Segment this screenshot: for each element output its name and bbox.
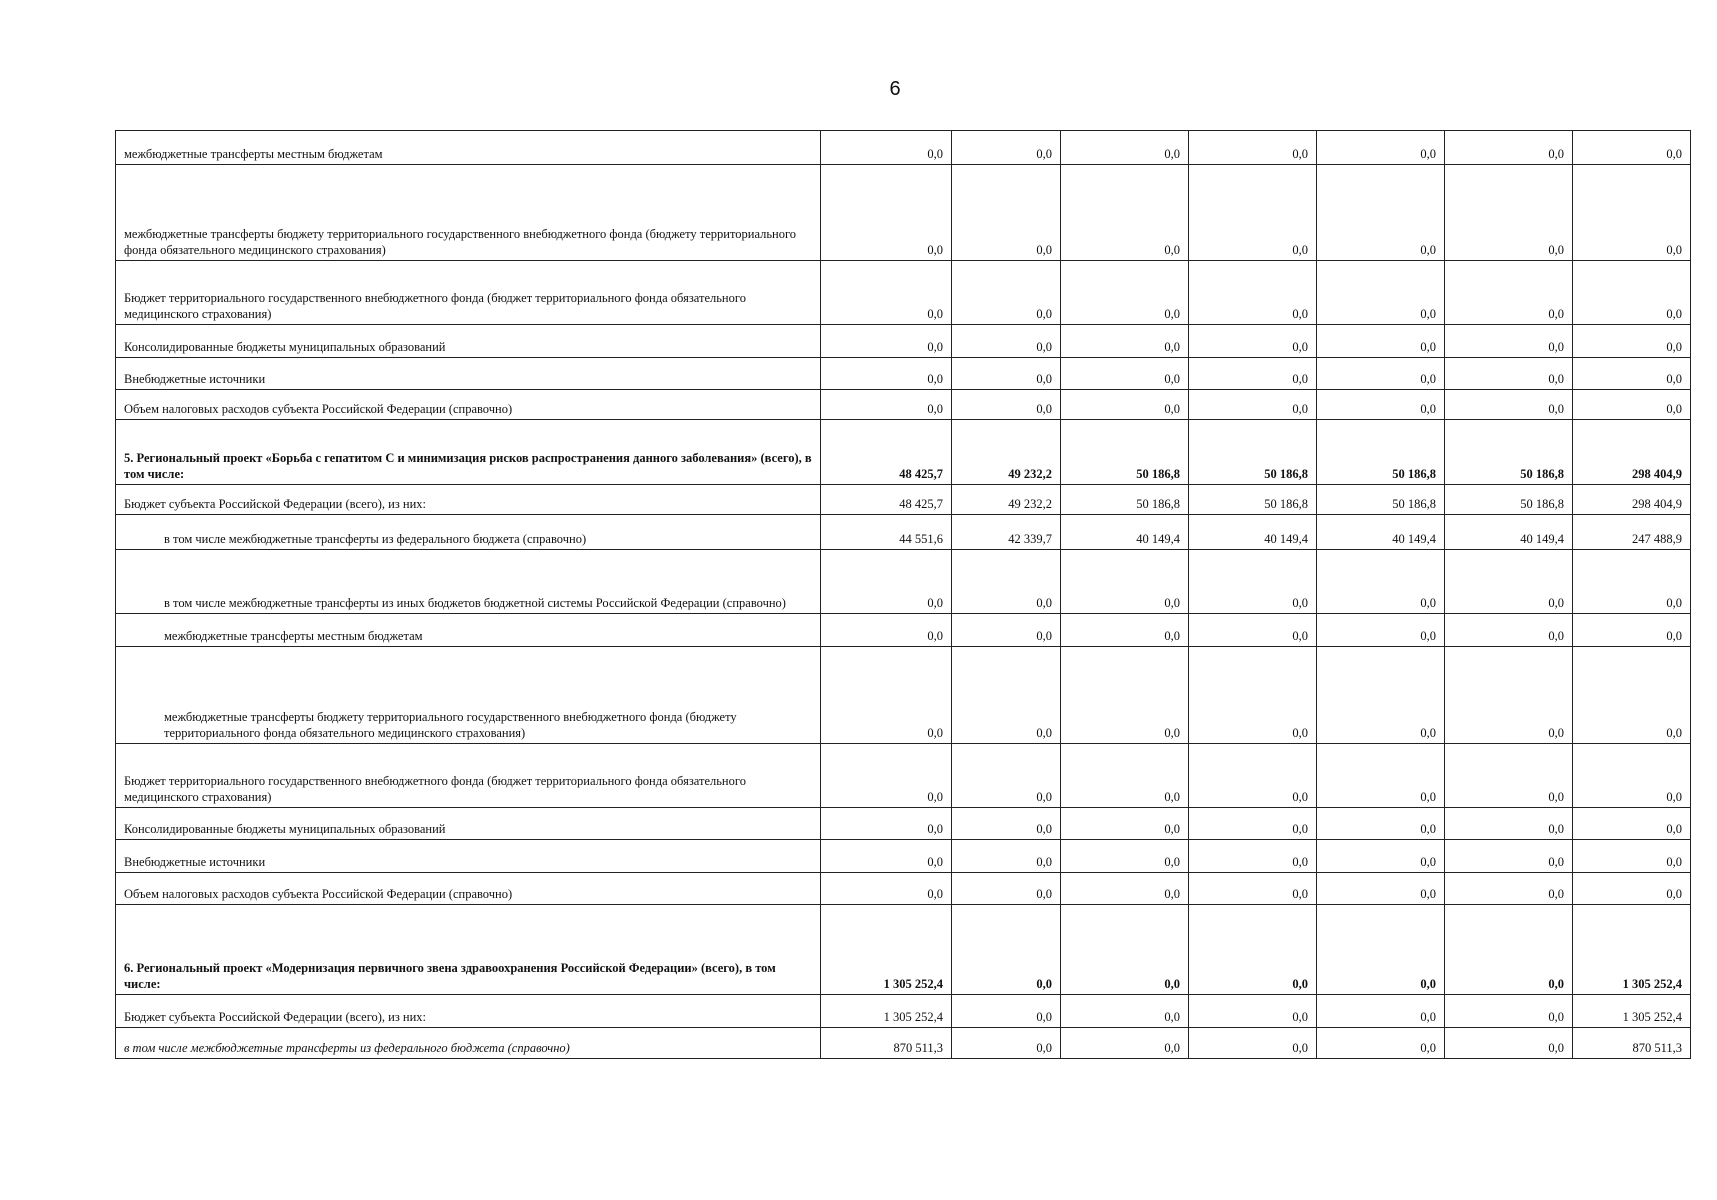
row-value: 0,0: [1061, 261, 1189, 325]
row-value: 0,0: [1189, 995, 1317, 1028]
row-value: 0,0: [1189, 325, 1317, 358]
row-value: 0,0: [1573, 840, 1691, 873]
row-value: 0,0: [1573, 744, 1691, 808]
row-value: 0,0: [1189, 358, 1317, 390]
row-value: 0,0: [1445, 905, 1573, 995]
table-row: [116, 995, 1691, 1028]
row-value: 0,0: [1445, 261, 1573, 325]
row-value: 298 404,9: [1573, 420, 1691, 485]
row-value: 0,0: [1317, 614, 1445, 647]
row-value: 0,0: [821, 131, 952, 165]
row-value: 0,0: [1061, 325, 1189, 358]
row-value: 0,0: [1061, 647, 1189, 744]
row-value: 50 186,8: [1317, 420, 1445, 485]
row-value: 0,0: [1317, 647, 1445, 744]
row-value: 0,0: [1189, 390, 1317, 420]
row-value: 0,0: [1061, 1028, 1189, 1059]
row-label: Внебюджетные источники: [116, 840, 821, 873]
row-label: Бюджет субъекта Российской Федерации (всего), из них:: [116, 995, 821, 1028]
row-label: межбюджетные трансферты бюджету территориального государственного внебюджетного фонда (бюджету территориального фонда обязательного медицинского страхования): [116, 647, 821, 744]
row-label: Консолидированные бюджеты муниципальных образований: [116, 808, 821, 840]
row-label: межбюджетные трансферты местным бюджетам: [116, 131, 821, 165]
row-label: Объем налоговых расходов субъекта Российской Федерации (справочно): [116, 873, 821, 905]
row-value: 40 149,4: [1445, 515, 1573, 550]
table-row: [116, 1028, 1691, 1059]
row-value: 0,0: [1317, 325, 1445, 358]
row-value: 1 305 252,4: [1573, 995, 1691, 1028]
row-value: 0,0: [952, 614, 1061, 647]
row-value: 0,0: [1317, 808, 1445, 840]
table-row: [116, 647, 1691, 744]
row-label: Консолидированные бюджеты муниципальных образований: [116, 325, 821, 358]
row-value: 40 149,4: [1061, 515, 1189, 550]
row-value: 0,0: [1189, 840, 1317, 873]
row-value: 0,0: [1573, 390, 1691, 420]
row-value: 0,0: [1317, 165, 1445, 261]
row-value: 0,0: [1573, 165, 1691, 261]
table-row: [116, 614, 1691, 647]
row-value: 0,0: [1445, 873, 1573, 905]
row-value: 0,0: [952, 995, 1061, 1028]
row-value: 0,0: [1189, 1028, 1317, 1059]
row-label: межбюджетные трансферты местным бюджетам: [116, 614, 821, 647]
row-label: Внебюджетные источники: [116, 358, 821, 390]
row-value: 0,0: [1061, 905, 1189, 995]
row-value: 0,0: [1445, 390, 1573, 420]
row-value: 0,0: [952, 261, 1061, 325]
table-row: [116, 840, 1691, 873]
row-value: 48 425,7: [821, 420, 952, 485]
row-value: 0,0: [1317, 744, 1445, 808]
row-value: 0,0: [1061, 358, 1189, 390]
row-value: 0,0: [1189, 614, 1317, 647]
row-value: 0,0: [1317, 390, 1445, 420]
row-value: 0,0: [1061, 840, 1189, 873]
row-value: 0,0: [952, 358, 1061, 390]
row-value: 0,0: [952, 131, 1061, 165]
row-value: 0,0: [1061, 165, 1189, 261]
row-value: 870 511,3: [821, 1028, 952, 1059]
row-value: 0,0: [821, 744, 952, 808]
row-value: 0,0: [1061, 550, 1189, 614]
row-value: 50 186,8: [1061, 485, 1189, 515]
row-label: межбюджетные трансферты бюджету территориального государственного внебюджетного фонда (бюджету территориального фонда обязательного медицинского страхования): [116, 165, 821, 261]
row-value: 0,0: [821, 550, 952, 614]
row-value: 0,0: [952, 840, 1061, 873]
row-value: 0,0: [1573, 261, 1691, 325]
row-value: 0,0: [821, 358, 952, 390]
row-value: 0,0: [1573, 550, 1691, 614]
row-value: 0,0: [821, 325, 952, 358]
row-value: 0,0: [952, 325, 1061, 358]
row-value: 0,0: [1189, 550, 1317, 614]
row-value: 298 404,9: [1573, 485, 1691, 515]
row-value: 0,0: [821, 840, 952, 873]
row-value: 0,0: [1445, 1028, 1573, 1059]
row-value: 0,0: [821, 873, 952, 905]
row-value: 0,0: [821, 614, 952, 647]
row-value: 0,0: [952, 165, 1061, 261]
page-number: 6: [889, 78, 901, 100]
row-value: 0,0: [821, 165, 952, 261]
row-value: 40 149,4: [1317, 515, 1445, 550]
row-label: Бюджет территориального государственного внебюджетного фонда (бюджет территориального фонда обязательного медицинского страхования): [116, 744, 821, 808]
row-value: 0,0: [1445, 131, 1573, 165]
row-value: 0,0: [821, 647, 952, 744]
table-row: [116, 358, 1691, 390]
row-label: в том числе межбюджетные трансферты из федерального бюджета (справочно): [116, 515, 821, 550]
row-value: 1 305 252,4: [1573, 905, 1691, 995]
row-value: 0,0: [1189, 744, 1317, 808]
table-row: [116, 390, 1691, 420]
table-row: [116, 808, 1691, 840]
row-value: 50 186,8: [1061, 420, 1189, 485]
table-row: [116, 515, 1691, 550]
row-value: 0,0: [952, 873, 1061, 905]
row-value: 0,0: [1189, 261, 1317, 325]
row-value: 0,0: [1317, 261, 1445, 325]
row-value: 0,0: [952, 1028, 1061, 1059]
row-value: 0,0: [1317, 840, 1445, 873]
row-value: 48 425,7: [821, 485, 952, 515]
table-row: [116, 261, 1691, 325]
row-value: 0,0: [1317, 358, 1445, 390]
row-value: 0,0: [1061, 614, 1189, 647]
row-value: 50 186,8: [1445, 485, 1573, 515]
row-value: 0,0: [1445, 614, 1573, 647]
row-value: 0,0: [1317, 905, 1445, 995]
table-row: [116, 165, 1691, 261]
row-value: 0,0: [1445, 995, 1573, 1028]
row-value: 0,0: [1445, 550, 1573, 614]
row-value: 0,0: [821, 808, 952, 840]
table-row: [116, 485, 1691, 515]
row-value: 1 305 252,4: [821, 995, 952, 1028]
table-row: [116, 325, 1691, 358]
row-value: 0,0: [1573, 325, 1691, 358]
row-value: 50 186,8: [1445, 420, 1573, 485]
table-row: [116, 131, 1691, 165]
row-label: 5. Региональный проект «Борьба с гепатитом С и минимизация рисков распространения данного заболевания» (всего), в том числе:: [116, 420, 821, 485]
row-value: 0,0: [1573, 614, 1691, 647]
row-value: 0,0: [952, 647, 1061, 744]
row-value: 0,0: [1189, 905, 1317, 995]
row-value: 0,0: [1061, 808, 1189, 840]
row-label: Бюджет субъекта Российской Федерации (всего), из них:: [116, 485, 821, 515]
row-value: 0,0: [1317, 995, 1445, 1028]
row-value: 0,0: [1573, 358, 1691, 390]
row-value: 0,0: [821, 261, 952, 325]
row-value: 0,0: [952, 808, 1061, 840]
table-row: [116, 744, 1691, 808]
row-value: 0,0: [952, 905, 1061, 995]
row-value: 0,0: [1445, 358, 1573, 390]
row-value: 0,0: [1445, 165, 1573, 261]
table-row: [116, 873, 1691, 905]
row-value: 0,0: [1317, 131, 1445, 165]
row-label: в том числе межбюджетные трансферты из иных бюджетов бюджетной системы Российской Федерации (справочно): [116, 550, 821, 614]
row-value: 42 339,7: [952, 515, 1061, 550]
row-value: 0,0: [1445, 808, 1573, 840]
row-value: 0,0: [1317, 873, 1445, 905]
row-value: 50 186,8: [1189, 420, 1317, 485]
row-value: 0,0: [1445, 647, 1573, 744]
row-value: 0,0: [1445, 840, 1573, 873]
row-label: в том числе межбюджетные трансферты из федерального бюджета (справочно): [116, 1028, 821, 1059]
row-value: 0,0: [952, 550, 1061, 614]
row-value: 0,0: [1061, 873, 1189, 905]
row-value: 0,0: [1573, 647, 1691, 744]
row-value: 0,0: [1189, 131, 1317, 165]
row-value: 44 551,6: [821, 515, 952, 550]
row-value: 0,0: [1189, 873, 1317, 905]
row-value: 49 232,2: [952, 420, 1061, 485]
row-value: 0,0: [1061, 995, 1189, 1028]
row-value: 0,0: [1573, 131, 1691, 165]
row-value: 0,0: [1317, 1028, 1445, 1059]
row-value: 0,0: [1189, 165, 1317, 261]
row-value: 0,0: [1061, 744, 1189, 808]
row-value: 0,0: [1189, 808, 1317, 840]
row-label: 6. Региональный проект «Модернизация первичного звена здравоохранения Российской Федерации» (всего), в том числе:: [116, 905, 821, 995]
row-value: 1 305 252,4: [821, 905, 952, 995]
row-value: 0,0: [1573, 808, 1691, 840]
row-value: 49 232,2: [952, 485, 1061, 515]
row-value: 0,0: [821, 390, 952, 420]
table-row: [116, 420, 1691, 485]
table-row: [116, 550, 1691, 614]
row-value: 247 488,9: [1573, 515, 1691, 550]
row-value: 0,0: [952, 744, 1061, 808]
row-value: 40 149,4: [1189, 515, 1317, 550]
row-value: 0,0: [1445, 325, 1573, 358]
row-value: 0,0: [1445, 744, 1573, 808]
row-value: 0,0: [1189, 647, 1317, 744]
row-value: 0,0: [1573, 873, 1691, 905]
row-label: Бюджет территориального государственного внебюджетного фонда (бюджет территориального фонда обязательного медицинского страхования): [116, 261, 821, 325]
row-value: 0,0: [952, 390, 1061, 420]
row-value: 0,0: [1061, 131, 1189, 165]
row-value: 0,0: [1317, 550, 1445, 614]
row-value: 870 511,3: [1573, 1028, 1691, 1059]
row-value: 0,0: [1061, 390, 1189, 420]
table-row: [116, 905, 1691, 995]
row-value: 50 186,8: [1189, 485, 1317, 515]
row-value: 50 186,8: [1317, 485, 1445, 515]
row-label: Объем налоговых расходов субъекта Российской Федерации (справочно): [116, 390, 821, 420]
budget-table: [115, 130, 1691, 1059]
